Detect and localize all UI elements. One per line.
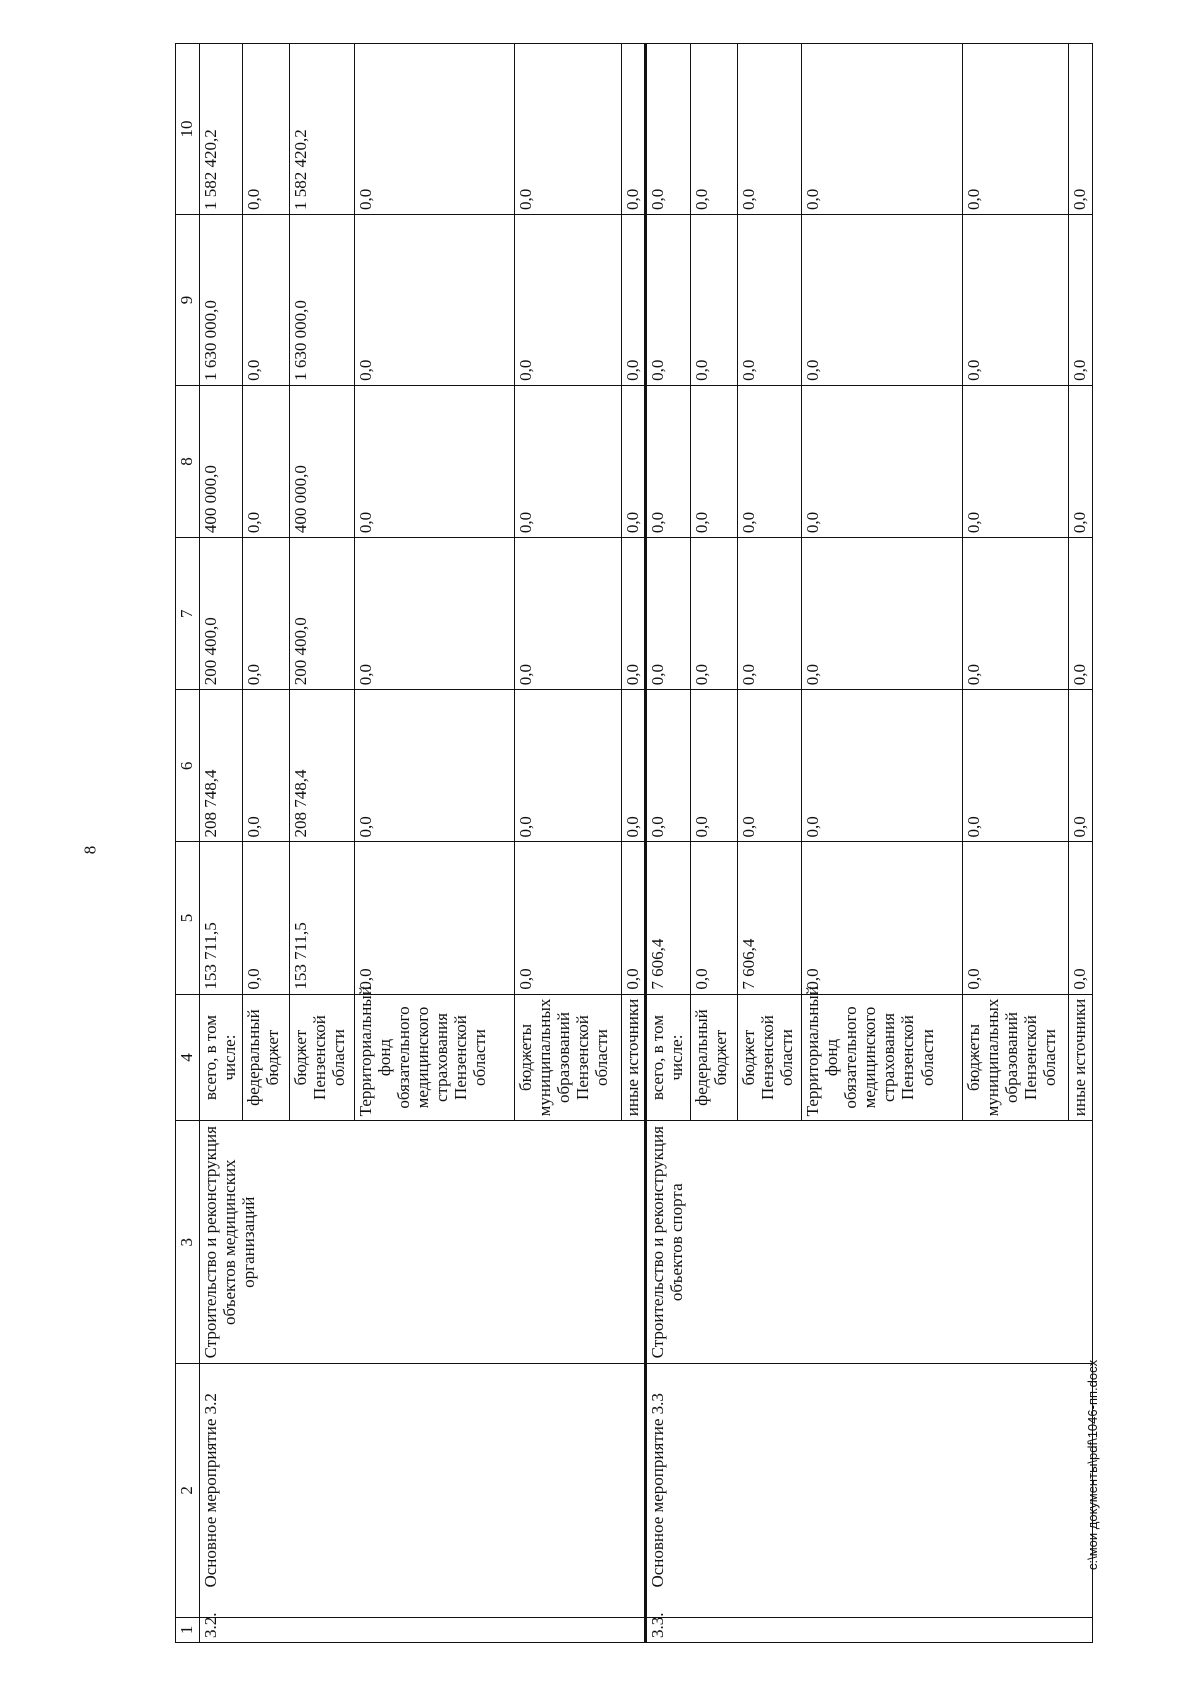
amount-cell: 7 606,4: [646, 842, 691, 994]
amount-cell: 0,0: [243, 538, 290, 690]
amount-cell: 0,0: [354, 538, 514, 690]
activity-description: Строительство и реконструкция объектов спорта: [646, 1121, 1093, 1364]
table-row: [199, 44, 243, 1643]
amount-cell: 0,0: [962, 690, 1069, 842]
amount-cell: 0,0: [962, 842, 1069, 994]
funding-source: федеральный бюджет: [691, 994, 738, 1121]
amount-cell: 0,0: [962, 44, 1069, 215]
amount-cell: 400 000,0: [199, 385, 243, 537]
amount-cell: 0,0: [802, 538, 962, 690]
amount-cell: 0,0: [962, 215, 1069, 386]
amount-cell: 0,0: [802, 385, 962, 537]
amount-cell: 7 606,4: [738, 842, 802, 994]
amount-cell: 0,0: [691, 538, 738, 690]
amount-cell: 0,0: [354, 842, 514, 994]
row-number: 3.2.: [199, 1617, 646, 1642]
amount-cell: 0,0: [962, 538, 1069, 690]
amount-cell: 0,0: [621, 44, 646, 215]
column-header: 4: [176, 994, 200, 1121]
amount-cell: 0,0: [621, 385, 646, 537]
amount-cell: 0,0: [802, 842, 962, 994]
column-header: 9: [176, 215, 200, 386]
amount-cell: 1 630 000,0: [290, 215, 354, 386]
amount-cell: 400 000,0: [290, 385, 354, 537]
funding-source: бюджеты муниципальных образований Пензенской области: [514, 994, 621, 1121]
column-header: 5: [176, 842, 200, 994]
amount-cell: 200 400,0: [199, 538, 243, 690]
funding-source: бюджет Пензенской области: [738, 994, 802, 1121]
amount-cell: 0,0: [514, 842, 621, 994]
amount-cell: 1 630 000,0: [199, 215, 243, 386]
funding-source: иные источники: [1069, 994, 1093, 1121]
amount-cell: 0,0: [1069, 538, 1093, 690]
row-number: 3.3.: [646, 1617, 1093, 1642]
table-row: [646, 44, 691, 1643]
amount-cell: 0,0: [514, 44, 621, 215]
amount-cell: 0,0: [621, 842, 646, 994]
file-path-footer: c:\мои документы\pdf\1046-пп.docx: [1085, 1359, 1100, 1570]
amount-cell: 0,0: [621, 215, 646, 386]
activity-name: Основное мероприятие 3.3: [646, 1364, 1093, 1618]
amount-cell: 0,0: [354, 44, 514, 215]
amount-cell: 0,0: [691, 842, 738, 994]
funding-source: бюджет Пензенской области: [290, 994, 354, 1121]
amount-cell: 0,0: [691, 690, 738, 842]
table-body: [176, 44, 1093, 1643]
amount-cell: 0,0: [738, 44, 802, 215]
funding-source: иные источники: [621, 994, 646, 1121]
amount-cell: 153 711,5: [290, 842, 354, 994]
amount-cell: 208 748,4: [199, 690, 243, 842]
column-header: 7: [176, 538, 200, 690]
activity-name: Основное мероприятие 3.2: [199, 1364, 646, 1618]
amount-cell: 0,0: [243, 690, 290, 842]
amount-cell: 0,0: [621, 690, 646, 842]
funding-source: Территориальный фонд обязательного медицинского страхования Пензенской области: [802, 994, 962, 1121]
amount-cell: 0,0: [691, 215, 738, 386]
amount-cell: 0,0: [243, 44, 290, 215]
amount-cell: 0,0: [646, 215, 691, 386]
amount-cell: 0,0: [691, 44, 738, 215]
column-header: 2: [176, 1364, 200, 1618]
header-row: [176, 44, 200, 1643]
amount-cell: 0,0: [962, 385, 1069, 537]
column-header: 8: [176, 385, 200, 537]
table-wrapper: [175, 43, 1093, 1643]
amount-cell: 0,0: [738, 385, 802, 537]
amount-cell: 0,0: [1069, 690, 1093, 842]
amount-cell: 0,0: [691, 385, 738, 537]
amount-cell: 0,0: [646, 538, 691, 690]
amount-cell: 0,0: [646, 385, 691, 537]
amount-cell: 0,0: [514, 690, 621, 842]
amount-cell: 0,0: [354, 690, 514, 842]
amount-cell: 0,0: [1069, 44, 1093, 215]
amount-cell: 0,0: [514, 385, 621, 537]
amount-cell: 0,0: [1069, 215, 1093, 386]
amount-cell: 0,0: [646, 44, 691, 215]
amount-cell: 0,0: [514, 215, 621, 386]
funding-source: Территориальный фонд обязательного медицинского страхования Пензенской области: [354, 994, 514, 1121]
funding-source: бюджеты муниципальных образований Пензенской области: [962, 994, 1069, 1121]
amount-cell: 0,0: [802, 215, 962, 386]
amount-cell: 153 711,5: [199, 842, 243, 994]
funding-source: федеральный бюджет: [243, 994, 290, 1121]
amount-cell: 0,0: [738, 215, 802, 386]
budget-table: [175, 43, 1093, 1643]
amount-cell: 0,0: [1069, 385, 1093, 537]
column-header: 6: [176, 690, 200, 842]
amount-cell: 1 582 420,2: [199, 44, 243, 215]
amount-cell: 0,0: [243, 842, 290, 994]
amount-cell: 0,0: [1069, 842, 1093, 994]
amount-cell: 0,0: [738, 690, 802, 842]
amount-cell: 0,0: [646, 690, 691, 842]
amount-cell: 0,0: [354, 215, 514, 386]
amount-cell: 0,0: [802, 44, 962, 215]
amount-cell: 0,0: [354, 385, 514, 537]
amount-cell: 1 582 420,2: [290, 44, 354, 215]
column-header: 10: [176, 44, 200, 215]
amount-cell: 0,0: [514, 538, 621, 690]
amount-cell: 0,0: [243, 385, 290, 537]
funding-source: всего, в том числе:: [199, 994, 243, 1121]
page-number: 8: [80, 845, 100, 855]
funding-source: всего, в том числе:: [646, 994, 691, 1121]
amount-cell: 200 400,0: [290, 538, 354, 690]
activity-description: Строительство и реконструкция объектов медицинских организаций: [199, 1121, 646, 1364]
amount-cell: 0,0: [243, 215, 290, 386]
amount-cell: 208 748,4: [290, 690, 354, 842]
column-header: 1: [176, 1617, 200, 1642]
amount-cell: 0,0: [738, 538, 802, 690]
amount-cell: 0,0: [621, 538, 646, 690]
amount-cell: 0,0: [802, 690, 962, 842]
column-header: 3: [176, 1121, 200, 1364]
